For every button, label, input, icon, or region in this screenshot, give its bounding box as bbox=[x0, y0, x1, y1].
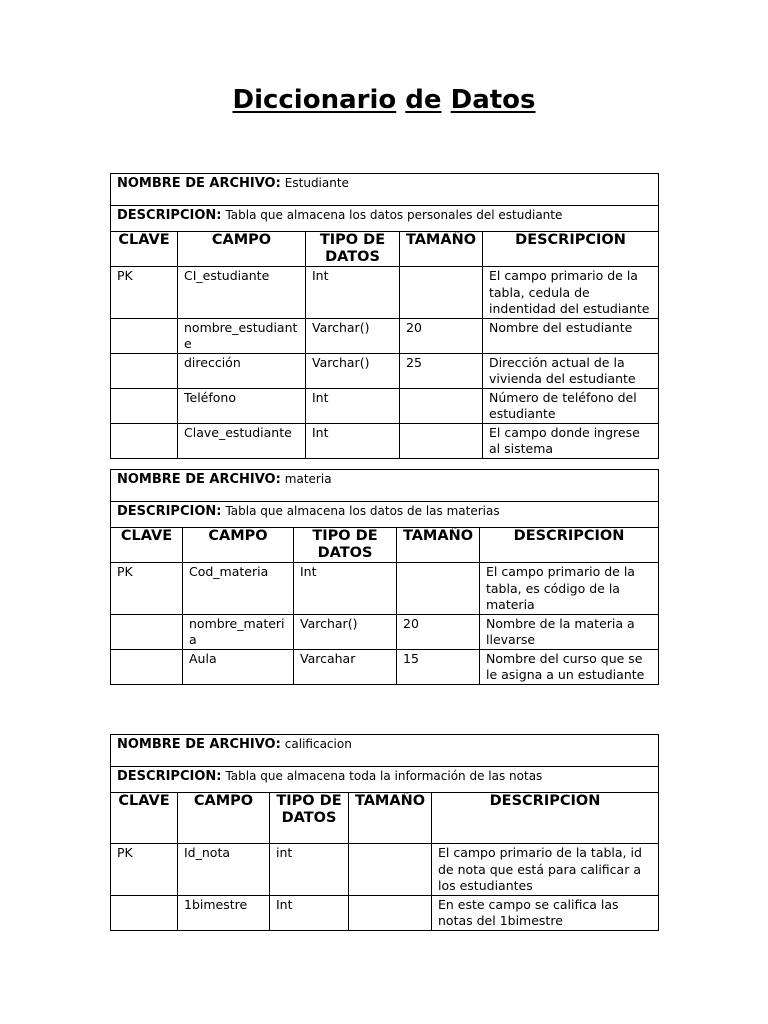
description-row bbox=[111, 206, 659, 232]
cell-tamano: 20 bbox=[397, 614, 480, 649]
cell-descripcion: Nombre del estudiante bbox=[483, 318, 659, 353]
table-row bbox=[111, 353, 659, 388]
description-label: DESCRIPCION bbox=[117, 769, 217, 784]
description-row bbox=[111, 767, 659, 793]
header-tamano: TAMAÑO bbox=[397, 528, 480, 563]
description-value: Tabla que almacena los datos personales del estudiante bbox=[225, 208, 563, 222]
cell-clave: PK bbox=[111, 267, 178, 319]
cell-tamano: 15 bbox=[397, 649, 480, 684]
cell-clave bbox=[111, 318, 178, 353]
file-name-label: NOMBRE DE ARCHIVO bbox=[117, 472, 276, 487]
table-row bbox=[111, 318, 659, 353]
cell-tipo: Varchar() bbox=[306, 318, 400, 353]
file-name-value: Estudiante bbox=[284, 176, 349, 190]
description-cell: DESCRIPCION: Tabla que almacena toda la información de las notas bbox=[111, 767, 659, 793]
cell-tipo: Int bbox=[270, 895, 349, 930]
table-row bbox=[111, 563, 659, 615]
cell-tamano bbox=[397, 563, 480, 615]
file-name-cell: NOMBRE DE ARCHIVO: Estudiante bbox=[111, 174, 659, 206]
cell-campo: CI_estudiante bbox=[178, 267, 306, 319]
header-clave: CLAVE bbox=[111, 528, 183, 563]
header-clave: CLAVE bbox=[111, 793, 178, 844]
data-dictionary-table-materia bbox=[110, 469, 659, 685]
file-name-value: materia bbox=[284, 472, 332, 486]
cell-clave bbox=[111, 649, 183, 684]
cell-campo: nombre_estudiante bbox=[178, 318, 306, 353]
cell-clave bbox=[111, 423, 178, 458]
description-label: DESCRIPCION bbox=[117, 208, 217, 223]
description-cell: DESCRIPCION: Tabla que almacena los datos personales del estudiante bbox=[111, 206, 659, 232]
header-tipo-de-datos: TIPO DE DATOS bbox=[294, 528, 397, 563]
description-row bbox=[111, 502, 659, 528]
cell-descripcion: El campo donde ingrese al sistema bbox=[483, 423, 659, 458]
cell-tipo: Int bbox=[306, 423, 400, 458]
header-row bbox=[111, 232, 659, 267]
cell-descripcion: En este campo se califica las notas del 1bimestre bbox=[432, 895, 659, 930]
description-value: Tabla que almacena toda la información de las notas bbox=[225, 769, 543, 783]
cell-clave bbox=[111, 895, 178, 930]
data-dictionary-table-calificacion bbox=[110, 734, 659, 931]
cell-tamano bbox=[400, 267, 483, 319]
table-row bbox=[111, 844, 659, 896]
file-name-row bbox=[111, 470, 659, 502]
cell-campo: Id_nota bbox=[178, 844, 270, 896]
header-tipo-de-datos: TIPO DE DATOS bbox=[270, 793, 349, 844]
cell-descripcion: Dirección actual de la vivienda del estudiante bbox=[483, 353, 659, 388]
cell-tamano bbox=[349, 844, 432, 896]
title-word-datos: Datos bbox=[450, 85, 536, 115]
header-row bbox=[111, 793, 659, 844]
cell-tipo: Varcahar bbox=[294, 649, 397, 684]
cell-descripcion: El campo primario de la tabla, id de nota que está para calificar a los estudiantes bbox=[432, 844, 659, 896]
header-campo: CAMPO bbox=[183, 528, 294, 563]
file-name-row bbox=[111, 174, 659, 206]
cell-descripcion: Número de teléfono del estudiante bbox=[483, 388, 659, 423]
cell-clave bbox=[111, 614, 183, 649]
table-row bbox=[111, 388, 659, 423]
cell-descripcion: Nombre de la materia a llevarse bbox=[480, 614, 659, 649]
header-tamano: TAMAÑO bbox=[349, 793, 432, 844]
cell-campo: Teléfono bbox=[178, 388, 306, 423]
cell-campo: Aula bbox=[183, 649, 294, 684]
cell-tipo: int bbox=[270, 844, 349, 896]
cell-clave: PK bbox=[111, 844, 178, 896]
title-word-diccionario: Diccionario bbox=[232, 85, 397, 115]
cell-tamano bbox=[400, 423, 483, 458]
header-campo: CAMPO bbox=[178, 232, 306, 267]
cell-tipo: Int bbox=[294, 563, 397, 615]
file-name-label: NOMBRE DE ARCHIVO bbox=[117, 176, 276, 191]
cell-tamano: 25 bbox=[400, 353, 483, 388]
file-name-cell: NOMBRE DE ARCHIVO: materia bbox=[111, 470, 659, 502]
cell-campo: nombre_materia bbox=[183, 614, 294, 649]
cell-campo: dirección bbox=[178, 353, 306, 388]
cell-tipo: Varchar() bbox=[306, 353, 400, 388]
cell-campo: Cod_materia bbox=[183, 563, 294, 615]
description-cell: DESCRIPCION: Tabla que almacena los datos de las materias bbox=[111, 502, 659, 528]
header-descripcion: DESCRIPCION bbox=[483, 232, 659, 267]
file-name-label: NOMBRE DE ARCHIVO bbox=[117, 737, 276, 752]
header-tipo-de-datos: TIPO DE DATOS bbox=[306, 232, 400, 267]
description-label: DESCRIPCION bbox=[117, 504, 217, 519]
header-tamano: TAMAÑO bbox=[400, 232, 483, 267]
cell-clave: PK bbox=[111, 563, 183, 615]
cell-campo: Clave_estudiante bbox=[178, 423, 306, 458]
table-row bbox=[111, 895, 659, 930]
data-dictionary-table-estudiante bbox=[110, 173, 659, 459]
header-campo: CAMPO bbox=[178, 793, 270, 844]
header-descripcion: DESCRIPCION bbox=[432, 793, 659, 844]
table-row bbox=[111, 267, 659, 319]
description-value: Tabla que almacena los datos de las materias bbox=[225, 504, 500, 518]
cell-descripcion: Nombre del curso que se le asigna a un estudiante bbox=[480, 649, 659, 684]
header-row bbox=[111, 528, 659, 563]
page-title bbox=[0, 82, 768, 118]
cell-tamano bbox=[349, 895, 432, 930]
file-name-row bbox=[111, 735, 659, 767]
header-clave: CLAVE bbox=[111, 232, 178, 267]
cell-tipo: Int bbox=[306, 267, 400, 319]
table-row bbox=[111, 649, 659, 684]
file-name-value: calificacion bbox=[284, 737, 352, 751]
cell-tipo: Varchar() bbox=[294, 614, 397, 649]
cell-tipo: Int bbox=[306, 388, 400, 423]
cell-descripcion: El campo primario de la tabla, es código de la materia bbox=[480, 563, 659, 615]
header-descripcion: DESCRIPCION bbox=[480, 528, 659, 563]
table-row bbox=[111, 614, 659, 649]
title-word-de: de bbox=[405, 85, 442, 115]
cell-tamano bbox=[400, 388, 483, 423]
file-name-cell: NOMBRE DE ARCHIVO: calificacion bbox=[111, 735, 659, 767]
cell-tamano: 20 bbox=[400, 318, 483, 353]
cell-descripcion: El campo primario de la tabla, cedula de indentidad del estudiante bbox=[483, 267, 659, 319]
cell-clave bbox=[111, 388, 178, 423]
cell-clave bbox=[111, 353, 178, 388]
table-row bbox=[111, 423, 659, 458]
cell-campo: 1bimestre bbox=[178, 895, 270, 930]
